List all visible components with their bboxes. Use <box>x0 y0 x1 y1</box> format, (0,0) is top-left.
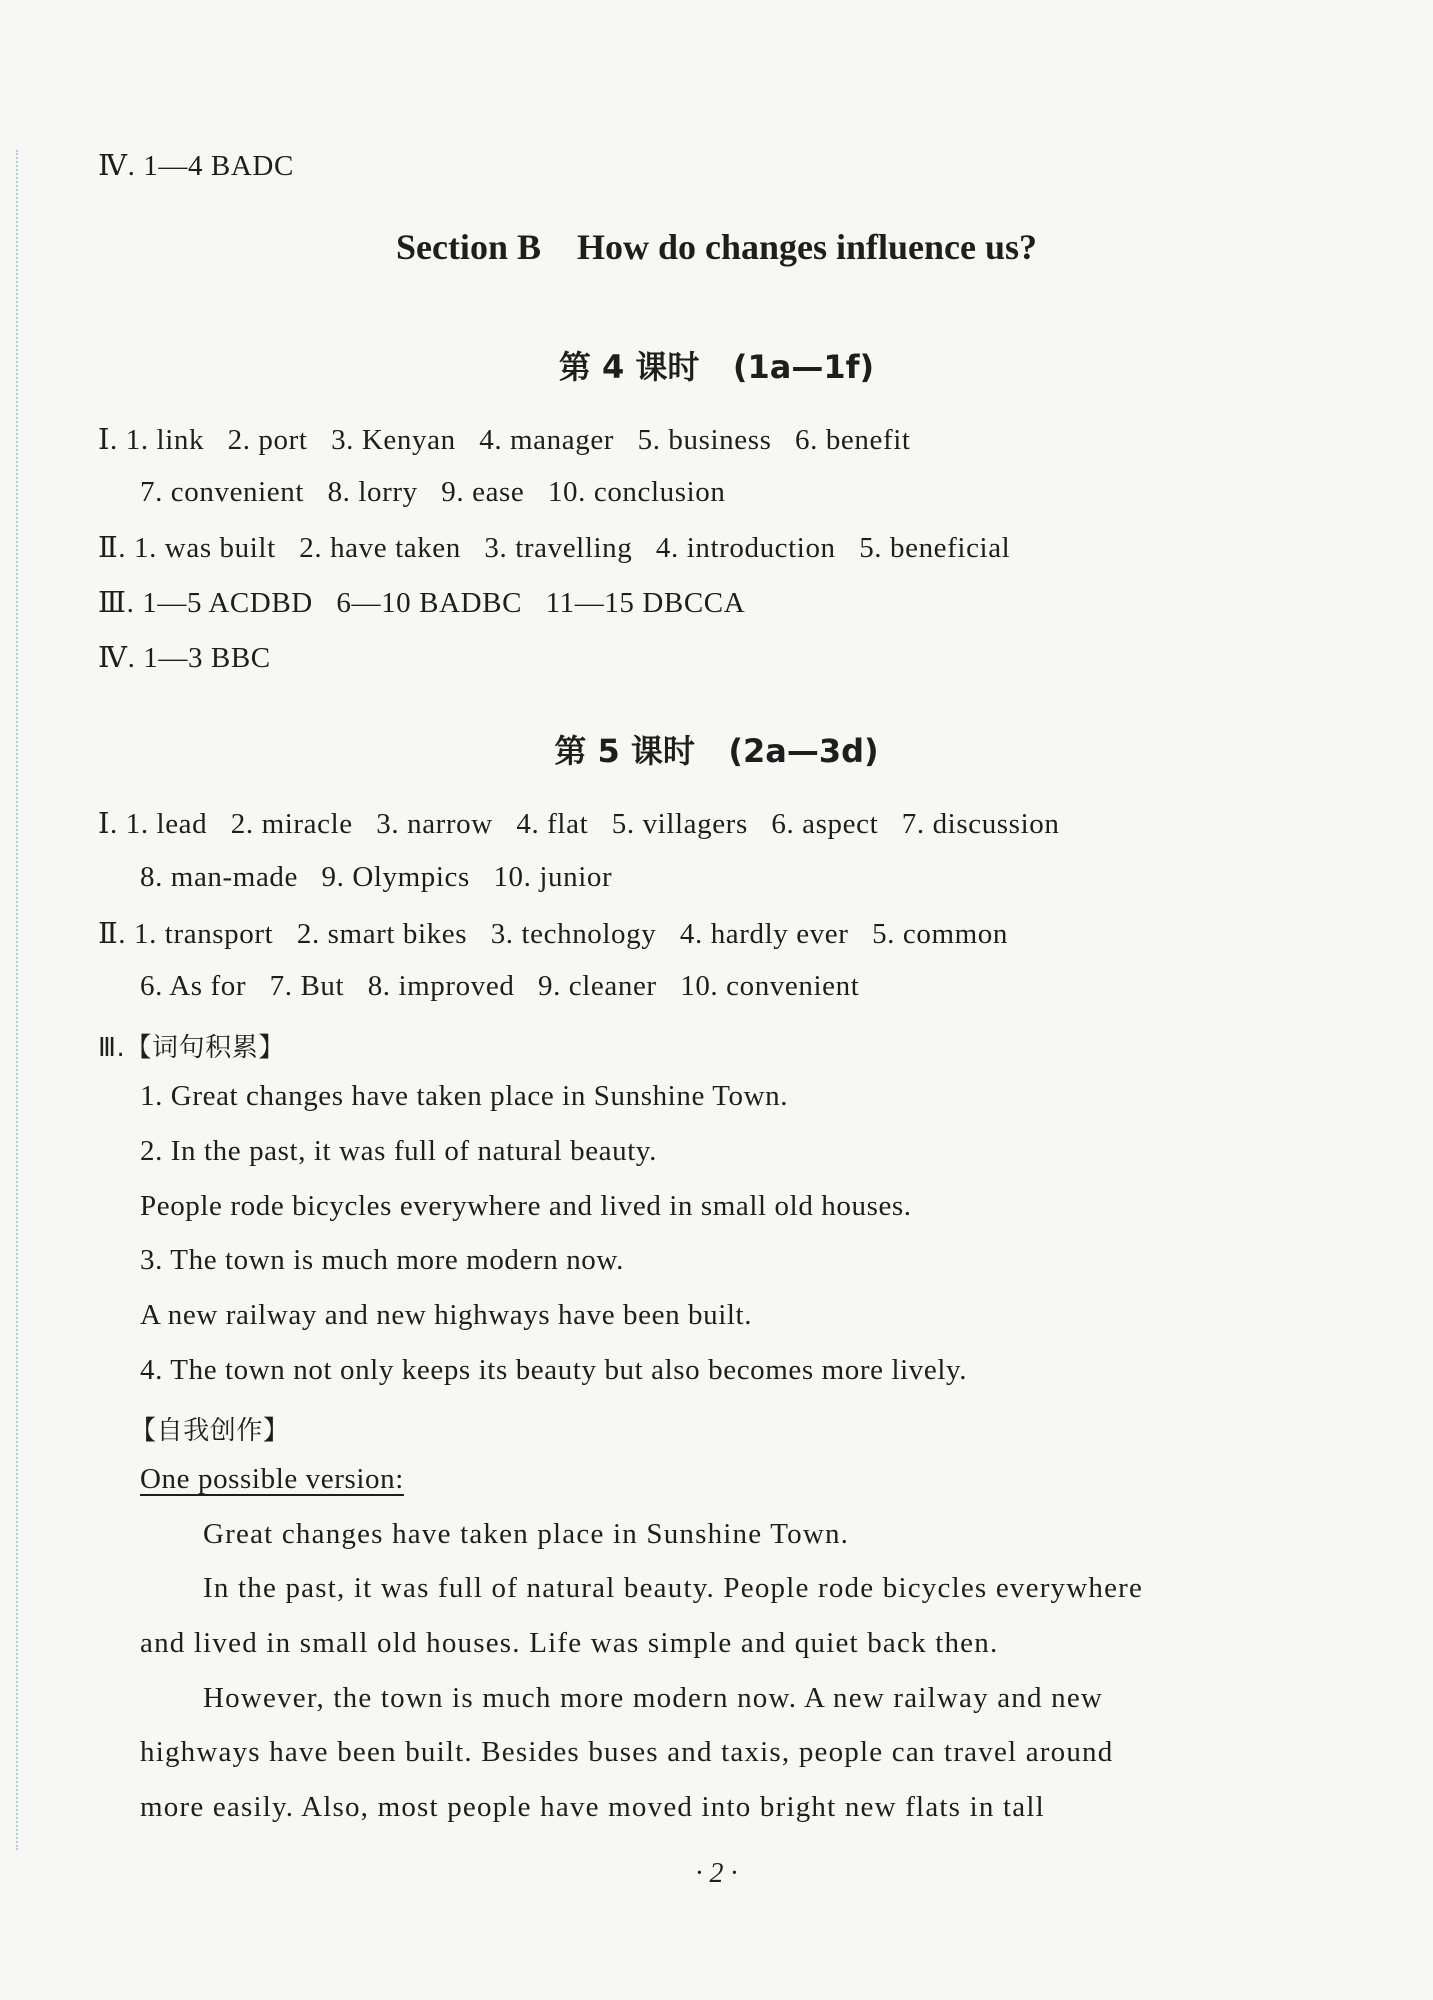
part-iii-vocabulary-heading: Ⅲ.【词句积累】 <box>98 1033 285 1063</box>
essay-line-2: In the past, it was full of natural beauty. People rode bicycles everywhere <box>203 1572 1144 1604</box>
essay-line-1: Great changes have taken place in Sunshine Town. <box>203 1518 850 1550</box>
lesson-5-heading: 第 5 课时 (2a—3d) <box>554 732 879 770</box>
sentence-2: 2. In the past, it was full of natural beauty. <box>140 1135 657 1167</box>
possible-version-label: One possible version: <box>140 1463 404 1495</box>
lesson4-part-iv: Ⅳ. 1—3 BBC <box>98 642 271 674</box>
lesson5-part-ii-line1: Ⅱ. 1. transport 2. smart bikes 3. technology 4. hardly ever 5. common <box>98 918 1008 950</box>
essay-line-6: more easily. Also, most people have moved into bright new flats in tall <box>140 1791 1045 1823</box>
section-title: Section B How do changes influence us? <box>395 227 1038 267</box>
lesson4-part-i-line1: Ⅰ. 1. link 2. port 3. Kenyan 4. manager 5. business 6. benefit <box>98 424 911 456</box>
writing-heading: 【自我创作】 <box>130 1416 290 1446</box>
lesson5-part-i-line2: 8. man-made 9. Olympics 10. junior <box>140 861 613 893</box>
sentence-3: 3. The town is much more modern now. <box>140 1244 624 1276</box>
answer-line-iv-previous: Ⅳ. 1—4 BADC <box>98 150 294 182</box>
sentence-4: 4. The town not only keeps its beauty but also becomes more lively. <box>140 1354 968 1386</box>
lesson5-part-ii-line2: 6. As for 7. But 8. improved 9. cleaner 10. convenient <box>140 970 860 1002</box>
lesson-4-heading: 第 4 课时 (1a—1f) <box>558 348 875 386</box>
sentence-2b: People rode bicycles everywhere and lived in small old houses. <box>140 1190 912 1222</box>
essay-line-4: However, the town is much more modern now. A new railway and new <box>203 1682 1104 1714</box>
page-number: · 2 · <box>695 1858 738 1889</box>
essay-line-3: and lived in small old houses. Life was simple and quiet back then. <box>140 1627 999 1659</box>
lesson4-part-iii: Ⅲ. 1—5 ACDBD 6—10 BADBC 11—15 DBCCA <box>98 587 746 619</box>
lesson4-part-i-line2: 7. convenient 8. lorry 9. ease 10. conclusion <box>140 476 726 508</box>
sentence-3b: A new railway and new highways have been built. <box>140 1299 753 1331</box>
lesson4-part-ii: Ⅱ. 1. was built 2. have taken 3. travelling 4. introduction 5. beneficial <box>98 532 1011 564</box>
essay-line-5: highways have been built. Besides buses and taxis, people can travel around <box>140 1736 1114 1768</box>
lesson5-part-i-line1: Ⅰ. 1. lead 2. miracle 3. narrow 4. flat 5. villagers 6. aspect 7. discussion <box>98 808 1060 840</box>
sentence-1: 1. Great changes have taken place in Sunshine Town. <box>140 1080 789 1112</box>
page-edge-decoration <box>16 150 21 1850</box>
